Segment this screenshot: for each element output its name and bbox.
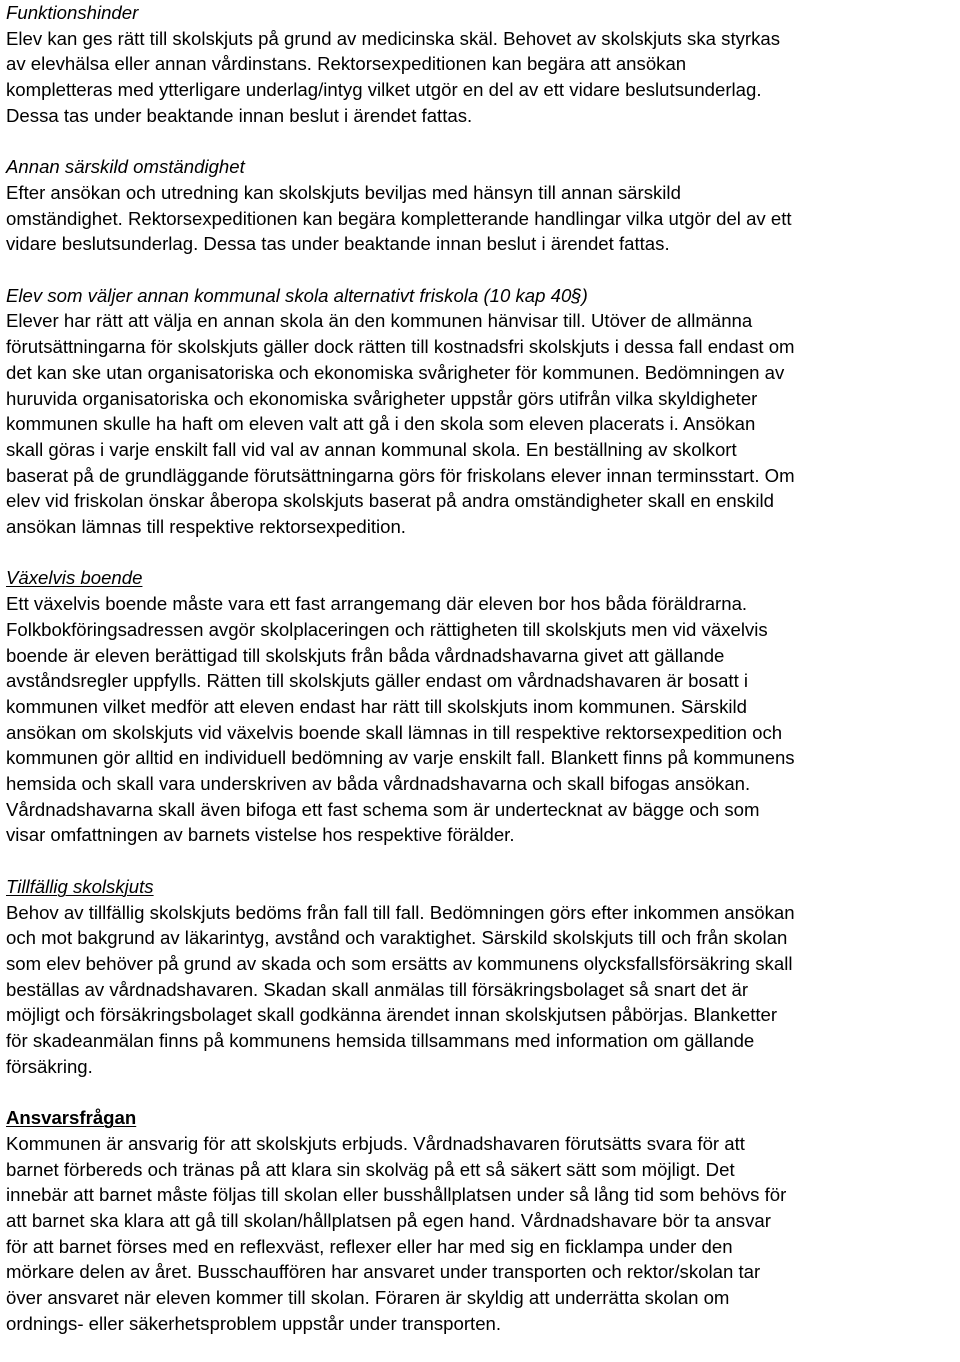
- section-body: Kommunen är ansvarig för att skolskjuts erbjuds. Vårdnadshavaren förutsätts svara för att barnet förbereds och tränas på att klara sin skolväg på ett så säkert sätt som möjligt. Det innebär att barnet måste följas till skolan eller busshållplatsen under så lång tid som behövs för att barnet ska klara att gå till skolan/hållplatsen på egen hand. Vårdnadshavare bör ta ansvar för att barnet förses med en reflexväst, reflexer eller har med sig en ficklampa under den mörkare delen av året. Busschauffören har ansvaret under transporten och rektor/skolan tar över ansvaret när eleven kommer till skolan. Föraren är skyldig att underrätta skolan om ordnings- eller säkerhetsproblem uppstår under transporten.: [6, 1132, 787, 1334]
- section-heading: Tillfällig skolskjuts: [6, 875, 154, 897]
- section-heading: Växelvis boende: [6, 567, 143, 589]
- section-body: Efter ansökan och utredning kan skolskjuts beviljas med hänsyn till annan särskild omständighet. Rektorsexpeditionen kan begära kompletterande handlingar vilka utgör del av ett vidare beslutsunderlag. Dessa tas under beaktande innan beslut i ärendet fattas.: [6, 181, 792, 255]
- section-ansvarsfragan: [6, 1105, 958, 1336]
- document-page: [6, 0, 958, 1362]
- section-heading: Elev som väljer annan kommunal skola alternativt friskola (10 kap 40§): [6, 284, 588, 306]
- section-heading: Ansvarsfrågan: [6, 1107, 137, 1129]
- section-funktionshinder: [6, 0, 958, 129]
- section-heading: Annan särskild omständighet: [6, 156, 245, 178]
- section-elev-som-valjer-annan-skola: [6, 283, 958, 540]
- section-body: Ett växelvis boende måste vara ett fast arrangemang där eleven bor hos båda föräldrarna. Folkbokföringsadressen avgör skolplaceringen och rättigheten till skolskjuts men vid växelvis boende är eleven berättigad till skolskjuts från båda vårdnadshavarna givet att gällande avståndsregler uppfylls. Rätten till skolskjuts gäller endast om vårdnadshavaren är bosatt i kommunen vilket medför att eleven endast har rätt till skolskjuts inom kommunen. Särskild ansökan om skolskjuts vid växelvis boende skall lämnas in till respektive rektorsexpedition och kommunen gör alltid en individuell bedömning av varje enskilt fall. Blankett finns på kommunens hemsida och skall vara underskriven av båda vårdnadshavarna och skall bifogas ansökan. Vårdnadshavarna skall även bifoga ett fast schema som är undertecknat av bägge och som visar omfattningen av barnets vistelse hos respektive förälder.: [6, 593, 795, 846]
- section-body: Behov av tillfällig skolskjuts bedöms från fall till fall. Bedömningen görs efter inkommen ansökan och mot bakgrund av läkarintyg, avstånd och varaktighet. Särskild skolskjuts till och från skolan som elev behöver på grund av skada och som ersätts av kommunens olycksfallsförsäkring skall beställas av vårdnadshavaren. Skadan skall anmälas till försäkringsbolaget så snart det är möjligt och försäkringsbolaget skall godkänna ärendet innan skolskjutsen påbörjas. Blanketter för skadeanmälan finns på kommunens hemsida tillsammans med information om gällande försäkring.: [6, 901, 795, 1077]
- section-heading: Funktionshinder: [6, 2, 139, 23]
- section-vaxelvis-boende: [6, 565, 958, 848]
- section-tillfallig-skolskjuts: [6, 874, 958, 1080]
- section-annan-sarskild-omstandighet: [6, 154, 958, 257]
- section-body: Elev kan ges rätt till skolskjuts på grund av medicinska skäl. Behovet av skolskjuts ska styrkas av elevhälsa eller annan vårdinstans. Rektorsexpeditionen kan begära att ansökan kompletteras med ytterligare underlag/intyg vilket utgör en del av ett vidare beslutsunderlag. Dessa tas under beaktande innan beslut i ärendet fattas.: [6, 27, 781, 126]
- section-body: Elever har rätt att välja en annan skola än den kommunen hänvisar till. Utöver de allmänna förutsättningarna för skolskjuts gäller dock rätten till kostnadsfri skolskjuts i dessa fall endast om det kan ske utan organisatoriska och ekonomiska svårigheter för kommunen. Bedömningen av huruvida organisatoriska och ekonomiska svårigheter uppstår görs utifrån vilka skyldigheter kommunen skulle ha haft om eleven valt att gå i den skola som eleven placerats i. Ansökan skall göras i varje enskilt fall vid val av annan kommunal skola. En beställning av skolkort baserat på de grundläggande förutsättningarna görs för friskolans elever innan terminsstart. Om elev vid friskolan önskar åberopa skolskjuts baserat på andra omständigheter skall en enskild ansökan lämnas till respektive rektorsexpedition.: [6, 310, 795, 538]
